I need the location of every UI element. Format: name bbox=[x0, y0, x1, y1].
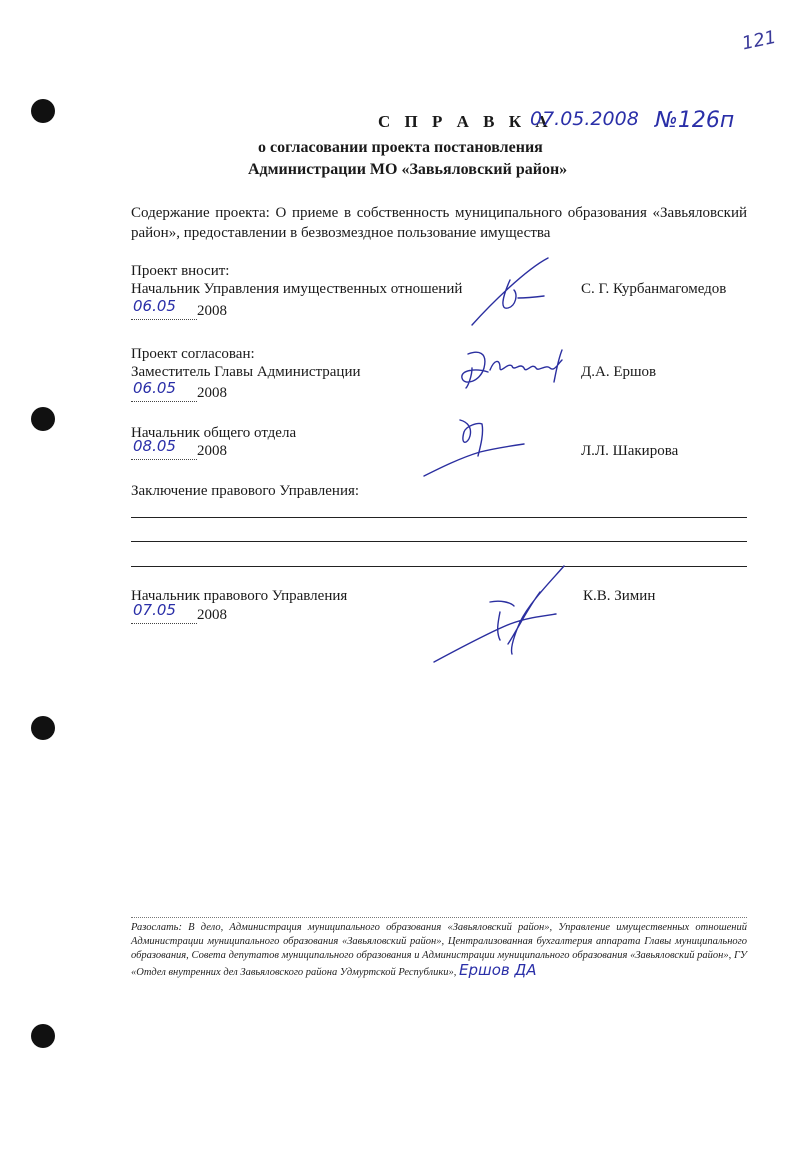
legal-line-2 bbox=[131, 541, 747, 542]
binder-hole-1 bbox=[31, 99, 55, 123]
approver2-position: Начальник общего отдела bbox=[131, 425, 297, 441]
legal-signature bbox=[430, 562, 590, 670]
approver2-date bbox=[131, 437, 227, 460]
approver1-date bbox=[131, 379, 227, 402]
approver2-name: Л.Л. Шакирова bbox=[581, 443, 679, 459]
distribution-list bbox=[131, 921, 747, 980]
legal-position: Начальник правового Управления bbox=[131, 588, 348, 604]
legal-line-1 bbox=[131, 517, 747, 518]
approver1-name: Д.А. Ершов bbox=[581, 364, 657, 380]
approver1-date-handwritten: 06.05 bbox=[133, 379, 176, 397]
submitter-year: 2008 bbox=[197, 303, 227, 319]
binder-hole-3 bbox=[31, 716, 55, 740]
approver1-position: Заместитель Главы Администрации bbox=[131, 364, 361, 380]
submitter-date bbox=[131, 297, 227, 320]
binder-hole-4 bbox=[31, 1024, 55, 1048]
legal-date bbox=[131, 601, 227, 624]
approver2-year: 2008 bbox=[197, 443, 227, 459]
approver1-heading: Проект согласован: bbox=[131, 346, 255, 362]
subtitle-line-2: Администрации МО «Завьяловский район» bbox=[248, 161, 568, 178]
legal-heading: Заключение правового Управления: bbox=[131, 483, 360, 499]
approver2-date-handwritten: 08.05 bbox=[133, 437, 176, 455]
binder-hole-2 bbox=[31, 407, 55, 431]
approver1-signature bbox=[458, 342, 570, 392]
submitter-signature bbox=[470, 250, 560, 330]
legal-year: 2008 bbox=[197, 607, 227, 623]
footer-handwritten-note: Ершов ДА bbox=[458, 961, 537, 979]
distribution-text: Разослать: В дело, Администрация муниципального образования «Завьяловский район», Управление имущественных отношений Администрации муниципального образования «Завьяловский район», Централизованная бухгалтерия аппарата Главы муниципального образования, Совета депутатов муниципального образования и Администрации муниципального образования «Завьяловский район», ГУ «Отдел внутренних дел Завьяловского района Удмуртской Республики», bbox=[131, 922, 747, 978]
submitter-heading: Проект вносит: bbox=[131, 263, 230, 279]
submitter-name: С. Г. Курбанмагомедов bbox=[581, 281, 727, 297]
submitter-date-handwritten: 06.05 bbox=[133, 297, 176, 315]
document-title: С П Р А В К А bbox=[378, 112, 553, 131]
footer-separator bbox=[131, 917, 747, 918]
handwritten-number: №126п bbox=[655, 108, 735, 133]
submitter-position: Начальник Управления имущественных отношений bbox=[131, 281, 463, 297]
legal-name: К.В. Зимин bbox=[583, 588, 656, 604]
subtitle-line-1: о согласовании проекта постановления bbox=[258, 139, 543, 156]
legal-date-handwritten: 07.05 bbox=[133, 601, 176, 619]
approver1-year: 2008 bbox=[197, 385, 227, 401]
handwritten-date: 07.05.2008 bbox=[530, 108, 639, 130]
corner-page-number: 121 bbox=[740, 26, 779, 55]
approver2-signature bbox=[420, 412, 530, 482]
project-content: Содержание проекта: О приеме в собственность муниципального образования «Завьяловский район», предоставлении в безвозмездное пользование имущества bbox=[131, 205, 747, 241]
